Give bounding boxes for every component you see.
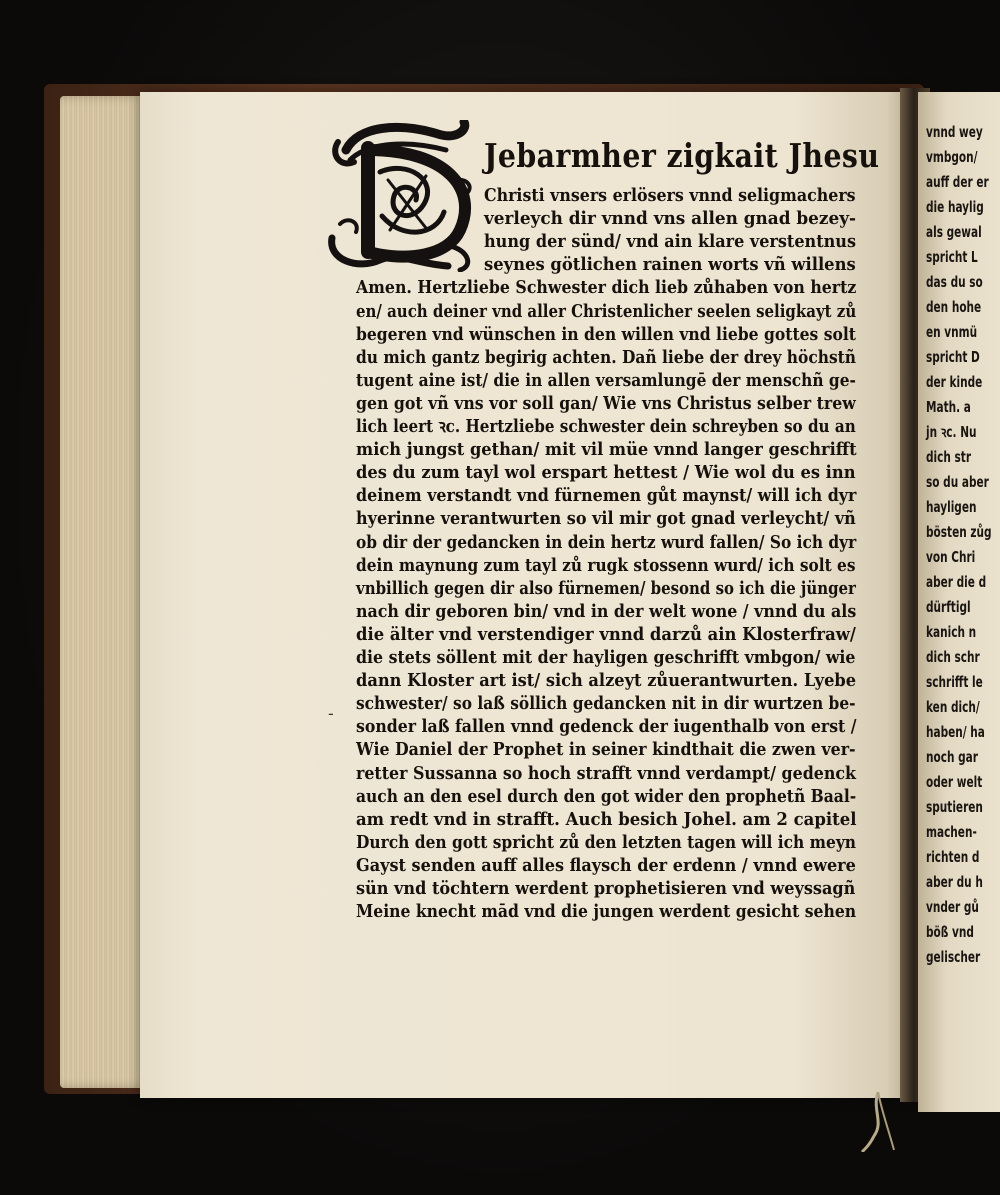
text-line: deinem verstandt vnd fürnemen gůt maynst/ will ich dyr — [356, 485, 857, 507]
right-page-line: das du so — [926, 273, 983, 291]
right-page-line: aber die d — [926, 573, 987, 591]
right-page-line: oder welt — [926, 773, 983, 791]
text-line: verleych dir vnnd vns allen gnad bezey- — [484, 208, 857, 230]
text-line: mich jungst gethan/ mit vil müe vnnd langer geschrifft — [356, 439, 857, 461]
right-page-line: schrifft le — [926, 673, 983, 691]
right-page-line: den hohe — [926, 298, 982, 316]
right-page-line: Math. a — [926, 398, 971, 416]
right-page-line: dich schr — [926, 648, 980, 666]
right-page-text — [926, 120, 1000, 970]
text-line: die stets söllent mit der hayligen geschrifft vmbgon/ wie — [356, 647, 856, 668]
text-line: tugent aine ist/ die in allen versamlungē der menschñ ge- — [356, 369, 856, 391]
text-line: die älter vnd verstendiger vnnd darzů ain Klosterfraw/ — [356, 623, 856, 645]
right-page-line: richten d — [926, 848, 980, 866]
right-page-line: böß vnd — [926, 923, 974, 941]
text-line: hyerinne verantwurten so vil mir got gnad verleycht/ vñ — [356, 508, 856, 530]
text-line: retter Sussanna so hoch strafft vnnd verdampt/ gedenck — [356, 762, 856, 784]
right-page — [918, 92, 1000, 1112]
right-page-line: hayligen — [926, 498, 977, 516]
right-page-line: vnnd wey — [926, 123, 983, 141]
right-page-line: sputieren — [926, 798, 983, 816]
right-page-line: der kinde — [926, 373, 983, 391]
text-line: hung der sünd/ vnd ain klare verstentnus — [484, 231, 857, 253]
right-page-line: vnder gů — [926, 898, 979, 916]
right-page-line: so du aber — [926, 473, 989, 491]
bookmark-string-icon — [858, 1092, 898, 1152]
right-page-line: dürftigl — [926, 598, 971, 616]
right-page-line: en vnmü — [926, 323, 978, 341]
text-line: des du zum tayl wol erspart hettest / Wie wol du es inn — [356, 462, 856, 484]
text-line: lich leert ꝛc. Hertzliebe schwester dein schreyben so du an — [356, 416, 856, 437]
text-line: Meine knecht mād vnd die jungen werdent gesicht sehen — [356, 901, 857, 923]
margin-mark: - — [328, 704, 334, 723]
text-line: dein maynung zum tayl zů rugk stossenn wurd/ ich solt es — [356, 554, 856, 576]
right-page-line: die haylig — [926, 198, 984, 216]
right-page-line: auff der er — [926, 173, 989, 191]
right-page-line: kanich n — [926, 623, 977, 641]
text-line: nach dir geboren bin/ vnd in der welt wone / vnnd du als — [356, 600, 857, 622]
text-line: vnbillich gegen dir also fürnemen/ besond so ich die jünger — [356, 577, 856, 599]
right-page-line: spricht D — [926, 348, 980, 366]
text-line: seynes götlichen rainen worts vñ willens — [484, 254, 856, 276]
text-line: gen got vñ vns vor soll gan/ Wie vns Christus selber trew — [356, 392, 856, 414]
right-page-line: vmbgon/ — [926, 148, 978, 166]
right-page-line: haben/ ha — [926, 723, 985, 741]
text-line: am redt vnd in strafft. Auch besich Johel. am 2 capitel — [356, 808, 857, 830]
text-line: dann Kloster art ist/ sich alzeyt zůuerantwurten. Lyebe — [356, 670, 857, 692]
decorated-initial — [328, 120, 478, 272]
text-line: ob dir der gedancken in dein hertz wurd fallen/ So ich dyr — [356, 531, 857, 553]
right-page-line: von Chri — [926, 548, 976, 566]
text-line: du mich gantz begirig achten. Dañ liebe der drey höchstñ — [356, 346, 857, 368]
text-line: sonder laß fallen vnnd gedenck der iugenthalb von erst / — [356, 716, 857, 738]
right-page-line: gelischer — [926, 948, 981, 966]
text-line: Gayst senden auff alles flaysch der erdenn / vnnd ewere — [356, 854, 856, 876]
text-line: Durch den gott spricht zů den letzten tagen will ich meyn — [356, 831, 857, 853]
right-page-line: als gewal — [926, 223, 982, 241]
text-line: Amen. Hertzliebe Schwester dich lieb zůhaben von hertz — [356, 277, 857, 299]
page-block-edges — [60, 96, 150, 1088]
right-page-line: bösten zůg — [926, 523, 992, 541]
right-page-line: aber du h — [926, 873, 983, 891]
right-page-line: jn ꝛc. Nu — [926, 423, 977, 441]
right-page-line: ken dich/ — [926, 698, 980, 716]
right-page-line: spricht L — [926, 248, 978, 266]
text-line: en/ auch deiner vnd aller Christenlicher seelen seligkayt zů — [356, 300, 857, 322]
right-page-line: noch gar — [926, 748, 978, 766]
text-line: auch an den esel durch den got wider den prophetñ Baal- — [356, 785, 857, 807]
text-line: begeren vnd wünschen in den willen vnd liebe gottes solt — [356, 323, 856, 345]
text-line: schwester/ so laß söllich gedancken nit in dir wurtzen be- — [356, 693, 856, 715]
right-page-line: machen- — [926, 823, 977, 841]
text-line: Wie Daniel der Prophet in seiner kindthait die zwen ver- — [356, 739, 856, 761]
right-page-line: dich str — [926, 448, 972, 466]
text-line: Christi vnsers erlösers vnnd seligmachers — [484, 185, 856, 206]
headline: Jebarmher zigkait Jhesu — [484, 136, 880, 175]
text-line: sün vnd töchtern werdent prophetisieren vnd weyssagñ — [356, 878, 856, 899]
